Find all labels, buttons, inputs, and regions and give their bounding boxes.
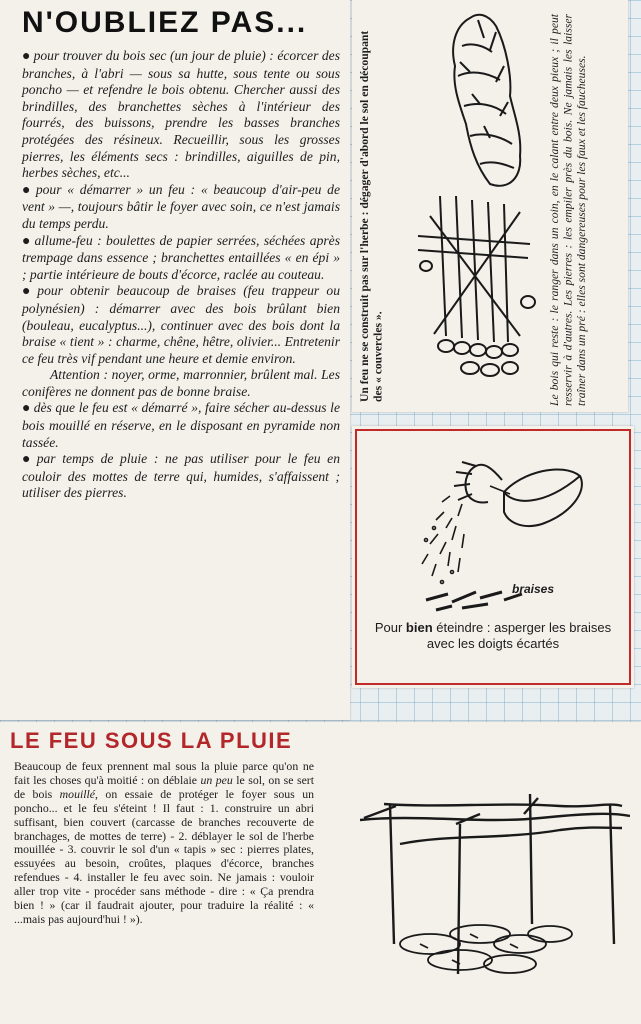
- bullet-icon: ●: [22, 401, 31, 417]
- bullet-icon: ●: [22, 233, 32, 249]
- extinguish-illustration: [392, 442, 592, 622]
- rain-title: LE FEU SOUS LA PLUIE: [10, 728, 293, 753]
- rain-body: Beaucoup de feux prennent mal sous la pluie parce qu'on ne fait les choses qu'à moitié : on déblaie un peu le sol, on se sert de bois mouillé, on essaie de protéger le foyer sous un poncho... et le feu s'éteint ! Il faut : 1. construire un abri suffisant, bien couvert (carcasse de branches recouverte de branchages, de mottes de terre) - 2. déblayer le sol de l'herbe mouillée - 3. couvrir le sol d'un « tapis » sec : pierres plates, essuyées au besoin, croûtes, plaques d'écorce, branches refendues - 4. installer le feu avec soin. Ne jamais : vouloir aller trop vite - procéder sans méthode - dire : « Ça prendra bien ! » (car il faudrait ajouter, pour traduire la réalité : « ...mais pas aujourd'hui ! »).: [14, 759, 315, 926]
- extinguish-box: [352, 426, 634, 688]
- tip-warning: Attention : noyer, orme, marronnier, brûlent mal. Les conifères ne donnent pas de bonne braise.: [22, 367, 340, 399]
- bullet-icon: ●: [22, 452, 34, 468]
- bullet-icon: ●: [22, 49, 31, 64]
- rain-clipping: [0, 722, 641, 1024]
- water-drops-icon: [422, 496, 464, 584]
- extinguish-caption: Pour bien éteindre : asperger les braises avec les doigts écartés: [374, 620, 612, 651]
- tip-dry-wet-wood: ● dès que le feu est « démarré », faire sécher au-dessus le bois mouillé en réserve, en le disposant en pyramide non tassée.: [22, 400, 340, 450]
- tip-rain: ● par temps de pluie : ne pas utiliser pour le feu en couloir des mottes de terre qui, humides, s'affaissent ; utiliser des pierres.: [22, 451, 340, 501]
- bullet-icon: ●: [22, 284, 35, 300]
- leftover-wood-caption: Le bois qui reste : le ranger dans un coin, en le calant entre deux pieux ; il peut resservir à d'autres. Les pierres : les empiler près du bois. Ne jamais les laisser traîner dans un pré : elles sont dangereuses pour les faux et les faucheuses.: [548, 14, 588, 406]
- tip-embers: ● pour obtenir beaucoup de braises (feu trappeur ou polynésien) : démarrer avec des bois brûlant bien (bouleau, eucalyptus...), continuer avec des bois dont la braise « tient » : charme, chêne, hêtre, olivier... Entretenir ce feu très vif pendant une heure et demie environ.: [22, 283, 340, 366]
- braises-label: braises: [512, 582, 555, 596]
- embers-icon: [426, 592, 522, 610]
- main-clipping: [0, 0, 350, 720]
- tip-start-fire: ● pour « démarrer » un feu : « beaucoup d'air-peu de vent » —, toujours bâtir le foyer avec soin, ce n'est jamais du temps perdu.: [22, 181, 340, 231]
- main-body: [22, 48, 340, 502]
- stacked-logs-icon: [418, 196, 535, 376]
- tip-dry-wood: ● pour trouver du bois sec (un jour de pluie) : écorcer des branches, à l'abri — sous sa hutte, sous tente ou sous poncho — et refendre le bois obtenu. Chercher aussi des brindilles, des branchettes sèches à l'intérieur des fourrés, des buissons, prendre les basses branches protégées des résineux. Recueillir, sous les grosses pierres, les éléments secs : brindilles, aiguilles de pin, herbes sèches, etc...: [22, 48, 340, 181]
- shelter-illustration: [360, 784, 630, 1004]
- main-title: N'OUBLIEZ PAS...: [22, 6, 308, 39]
- turf-caption: Un feu ne se construit pas sur l'herbe : dégager d'abord le sol en découpant des « couvercles ».: [358, 30, 385, 402]
- tip-fire-starter: ● allume-feu : boulettes de papier serrées, séchées après trempage dans essence ; branchettes entaillées « en épi » ; partie intérieure de bouts d'écorce, raclée au couteau.: [22, 232, 340, 282]
- bullet-icon: ●: [22, 182, 33, 198]
- turf-and-wood-illustration: [400, 6, 550, 402]
- hand-icon: [454, 462, 510, 503]
- flat-stones-icon: [400, 925, 572, 973]
- turf-lids-icon: [453, 15, 520, 186]
- bowl-icon: [504, 469, 582, 526]
